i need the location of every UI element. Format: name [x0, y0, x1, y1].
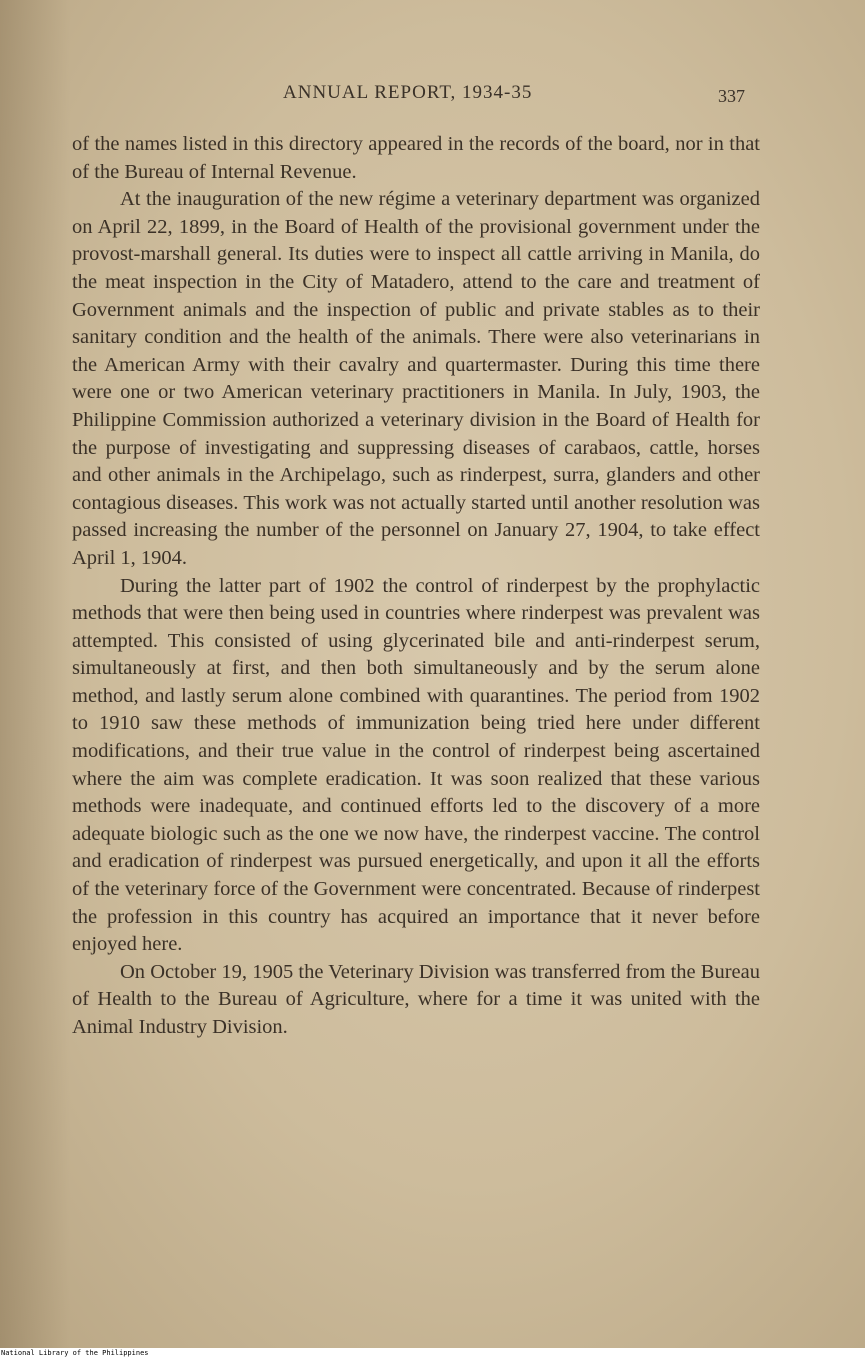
- body-text: [72, 131, 760, 1042]
- page-number: 337: [718, 86, 745, 106]
- paragraph-continued: of the names listed in this directory appeared in the records of the board, nor in that of the Bureau of Internal Revenue.: [72, 133, 760, 183]
- page-header: [0, 82, 865, 112]
- paragraph-division-transfer: On October 19, 1905 the Veterinary Division was transferred from the Bureau of Health to the Bureau of Agriculture, where for a time it was united with the Animal Industry Division.: [72, 960, 760, 1038]
- footer: [0, 1348, 865, 1358]
- library-attribution: National Library of the Philippines: [1, 1349, 149, 1357]
- paragraph-veterinary-department: At the inauguration of the new régime a veterinary department was organized on April 22, 1899, in the Board of Health of the provisional government under the provost-marshall general. Its duties were to inspect all cattle arriving in Manila, do the meat inspection in the City of Matadero, attend to the care and treatment of Government animals and the inspection of public and private stables as to their sanitary condition and the health of the animals. There were also veterinarians in the American Army with their cavalry and quartermaster. During this time there were one or two American veterinary practitioners in Manila. In July, 1903, the Philippine Commission authorized a veterinary division in the Board of Health for the purpose of investigating and suppressing diseases of carabaos, cattle, horses and other animals in the Archipelago, such as rinderpest, surra, glanders and other contagious diseases. This work was not actually started until another resolution was passed increasing the number of the personnel on January 27, 1904, to take effect April 1, 1904.: [72, 188, 760, 569]
- running-head: ANNUAL REPORT, 1934-35: [283, 82, 533, 103]
- paragraph-rinderpest-control: During the latter part of 1902 the control of rinderpest by the prophylactic methods that were then being used in countries where rinderpest was prevalent was attempted. This consisted of using glycerinated bile and anti-rinderpest serum, simultaneously at first, and then both simultaneously and by the serum alone method, and lastly serum alone combined with quarantines. The period from 1902 to 1910 saw these methods of immunization being tried here under different modifications, and their true value in the control of rinderpest being ascertained where the aim was complete eradication. It was soon realized that these various methods were inadequate, and continued efforts led to the discovery of a more adequate biologic such as the one we now have, the rinderpest vaccine. The control and eradication of rinderpest was pursued energetically, and upon it all the efforts of the veterinary force of the Government were concentrated. Because of rinderpest the profession in this country has acquired an importance that it never before enjoyed here.: [72, 574, 760, 956]
